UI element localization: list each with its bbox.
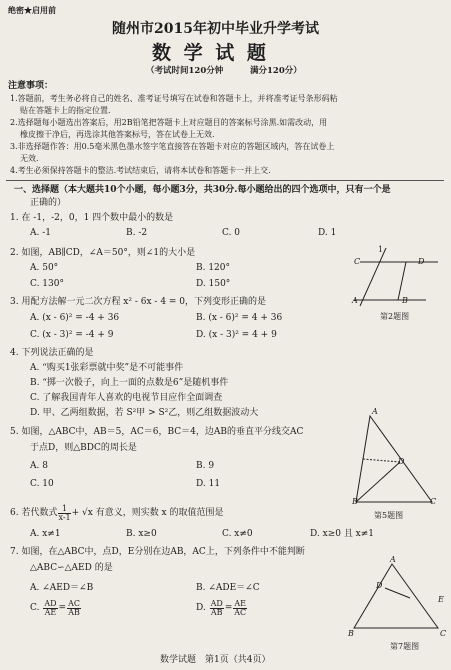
q7-label-d: D <box>376 581 383 590</box>
q7-c-equals: = <box>58 603 67 614</box>
q2-label-d: D <box>418 257 425 266</box>
q7-d-f1-den: AB <box>210 608 223 618</box>
q5-label-c: C <box>430 497 437 506</box>
q4-option-d: D. 甲、乙两组数据，若 S²甲 > S²乙，则乙组数据波动大 <box>30 408 259 418</box>
question-4-stem: 4. 下列说法正确的是 <box>10 348 94 358</box>
q7-c-f2-num: AC <box>68 599 80 608</box>
q7-c-f2-den: AB <box>68 608 80 618</box>
q7-c-f1-den: AE <box>44 608 57 618</box>
q1-option-d: D. 1 <box>318 228 337 238</box>
page-footer: 数学试题 第1页（共4页） <box>160 655 271 665</box>
question-7-stem: △ABC∽△AED 的是 <box>30 563 113 573</box>
q2-label-1: 1 <box>378 245 384 254</box>
notice-line: 3.非选择题作答：用0.5毫米黑色墨水签字笔直接答在答题卡对应的答题区域内，答在试卷上 <box>10 142 335 151</box>
q7-option-a: A. ∠AED＝∠B <box>30 583 94 593</box>
q7-fig-caption: 第7题图 <box>390 642 420 651</box>
question-2-stem: 2. 如图，AB∥CD，∠A＝50°，则∠1的大小是 <box>10 248 196 258</box>
notice-line: 1.答题前，考生务必将自己的姓名、准考证号填写在试卷和答题卡上，并将准考证号条形码粘 <box>10 94 338 103</box>
q4-option-a: A. “购买1张彩票就中奖”是不可能事件 <box>30 363 184 373</box>
q5-label-a: A <box>372 407 378 416</box>
q7-d-f2-num: AE <box>234 599 247 608</box>
q2-fig-caption: 第2题图 <box>380 312 410 321</box>
question-5-stem: 5. 如图，△ABC中，AB＝5，AC＝6，BC＝4，边AB的垂直平分线交AC <box>10 427 304 437</box>
q4-option-b: B. “掷一次骰子，向上一面的点数是6”是随机事件 <box>30 378 229 388</box>
notice-line: 橡皮擦干净后，再选涂其他答案标号，答在试卷上无效. <box>20 130 215 139</box>
q6-fraction <box>58 505 70 523</box>
exam-time: （考试时间120分钟 <box>146 66 224 76</box>
section-intro: 正确的） <box>30 198 67 208</box>
q2-label-a: A <box>352 296 358 305</box>
notice-line: 4.考生必须保持答题卡的整洁.考试结束后，请将本试卷和答题卡一并上交. <box>10 166 271 175</box>
q7-label-a: A <box>390 555 396 564</box>
q6-stem-pre: 6. 若代数式 <box>10 508 58 519</box>
q7-d-prefix: D. <box>196 603 206 614</box>
q5-option-b: B. 9 <box>196 461 215 471</box>
figure-q2 <box>346 244 446 314</box>
q2-option-d: D. 150° <box>196 279 231 289</box>
q7-d-fraction-left <box>210 600 224 618</box>
q3-option-b: B. (x - 6)² = 4 + 36 <box>196 313 283 323</box>
q7-option-d <box>196 600 248 618</box>
q5-option-d: D. 11 <box>196 479 221 489</box>
q7-d-equals: = <box>224 603 233 614</box>
question-1-stem: 1. 在 -1，-2，0，1 四个数中最小的数是 <box>10 213 174 223</box>
notice-heading: 注意事项： <box>8 81 54 91</box>
q6-stem-post: + √x 有意义，则实数 x 的取值范围是 <box>71 508 224 519</box>
question-5-stem: 于点D，则△BDC的周长是 <box>30 443 137 453</box>
q6-option-a: A. x≠1 <box>30 529 61 539</box>
q7-option-b: B. ∠ADE＝∠C <box>196 583 260 593</box>
q7-d-f1-num: AD <box>210 599 223 608</box>
q3-option-c: C. (x - 3)² = -4 + 9 <box>30 330 114 340</box>
q7-option-c <box>30 600 82 618</box>
q7-label-b: B <box>348 629 354 638</box>
q3-option-d: D. (x - 3)² = 4 + 9 <box>196 330 277 340</box>
q5-label-d: D <box>398 457 405 466</box>
q6-option-b: B. x≥0 <box>126 529 157 539</box>
question-3-stem: 3. 用配方法解一元二次方程 x² - 6x - 4 = 0，下列变形正确的是 <box>10 297 267 307</box>
question-7-stem: 7. 如图，在△ABC中，点D，E分别在边AB，AC上，下列条件中不能判断 <box>10 547 305 557</box>
q2-option-a: A. 50° <box>30 263 59 273</box>
q7-d-fraction-right <box>233 600 247 618</box>
secret-mark: 绝密★启用前 <box>8 5 56 15</box>
q1-option-b: B. -2 <box>126 228 148 238</box>
q5-option-a: A. 8 <box>30 461 48 471</box>
q2-label-c: C <box>354 257 361 266</box>
full-score: 满分120分） <box>250 66 302 76</box>
notice-line: 贴在答题卡上的指定位置. <box>20 106 111 115</box>
q7-c-prefix: C. <box>30 603 40 614</box>
q3-option-a: A. (x - 6)² = -4 + 36 <box>30 313 120 323</box>
q7-label-e: E <box>438 595 444 604</box>
q7-c-fraction-left <box>43 600 57 618</box>
q7-c-fraction-right <box>67 600 81 618</box>
q7-label-c: C <box>440 629 447 638</box>
figure-q7 <box>350 562 446 636</box>
subject-title: 数 学 试 题 <box>152 42 269 64</box>
q6-option-d: D. x≥0 且 x≠1 <box>310 529 375 539</box>
question-6-stem <box>10 505 224 523</box>
q2-label-b: B <box>402 296 408 305</box>
q1-option-a: A. -1 <box>30 228 51 238</box>
figure-q5 <box>348 407 446 510</box>
section-intro: 一、选择题（本大题共10个小题，每小题3分，共30分.每小题给出的四个选项中，只有一个是 <box>14 185 391 195</box>
divider <box>6 180 444 181</box>
q5-label-b: B <box>352 497 358 506</box>
q5-fig-caption: 第5题图 <box>374 511 404 520</box>
q2-option-c: C. 130° <box>30 279 64 289</box>
q2-option-b: B. 120° <box>196 263 231 273</box>
q1-option-c: C. 0 <box>222 228 241 238</box>
q7-d-f2-den: AC <box>234 608 247 618</box>
q6-fraction-num: 1 <box>58 505 70 514</box>
notice-line: 2.选择题每小题选出答案后，用2B铅笔把答题卡上对应题目的答案标号涂黑.如需改动，用 <box>10 118 328 127</box>
q6-fraction-den: x-1 <box>58 513 71 523</box>
q4-option-c: C. 了解我国青年人喜欢的电视节目应作全面调查 <box>30 393 223 403</box>
notice-line: 无效. <box>20 154 39 163</box>
q6-option-c: C. x≠0 <box>222 529 253 539</box>
q7-c-f1-num: AD <box>44 599 57 608</box>
q5-option-c: C. 10 <box>30 479 54 489</box>
exam-title: 随州市2015年初中毕业升学考试 <box>112 21 319 37</box>
